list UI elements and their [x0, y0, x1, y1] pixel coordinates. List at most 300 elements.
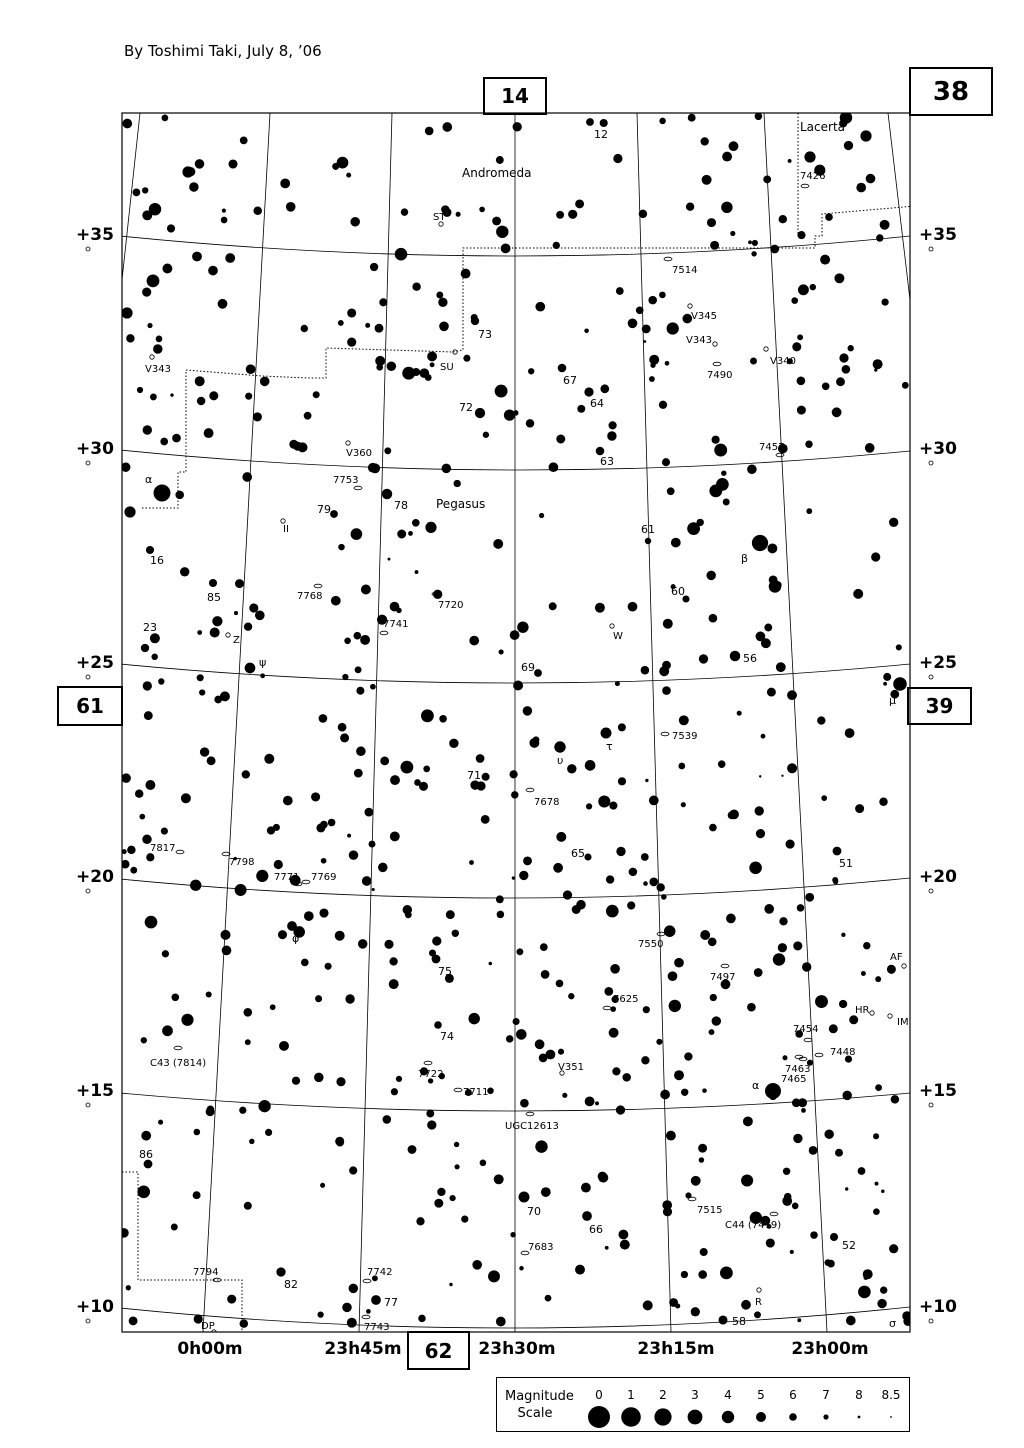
- star[interactable]: [430, 362, 435, 367]
- star[interactable]: [616, 287, 624, 295]
- star[interactable]: [641, 666, 650, 675]
- star[interactable]: [387, 362, 397, 372]
- star[interactable]: [523, 706, 532, 715]
- star[interactable]: [666, 1131, 676, 1141]
- star[interactable]: [873, 1133, 879, 1139]
- star[interactable]: [156, 336, 163, 343]
- named-star[interactable]: [730, 651, 740, 661]
- galaxy-symbol[interactable]: [664, 257, 672, 261]
- star[interactable]: [347, 308, 356, 317]
- star[interactable]: [335, 1137, 344, 1146]
- galaxy-symbol[interactable]: [380, 631, 388, 635]
- star[interactable]: [741, 1300, 751, 1310]
- star[interactable]: [575, 199, 584, 208]
- star[interactable]: [499, 649, 504, 654]
- star[interactable]: [221, 217, 228, 224]
- star[interactable]: [273, 824, 280, 831]
- star[interactable]: [512, 876, 515, 879]
- star[interactable]: [256, 870, 268, 882]
- star[interactable]: [513, 122, 522, 131]
- star[interactable]: [130, 867, 137, 874]
- named-star[interactable]: [596, 447, 605, 456]
- star[interactable]: [164, 1030, 170, 1036]
- star[interactable]: [160, 438, 168, 446]
- named-star[interactable]: [534, 669, 542, 677]
- star[interactable]: [709, 1029, 715, 1035]
- star[interactable]: [767, 543, 777, 553]
- star[interactable]: [553, 863, 563, 873]
- named-star[interactable]: [586, 118, 594, 126]
- star[interactable]: [881, 298, 888, 305]
- star[interactable]: [891, 1095, 899, 1103]
- star[interactable]: [669, 1298, 678, 1307]
- star[interactable]: [221, 930, 231, 940]
- star[interactable]: [350, 217, 360, 227]
- star[interactable]: [528, 368, 534, 374]
- star[interactable]: [292, 1077, 300, 1085]
- star[interactable]: [347, 1318, 357, 1328]
- star[interactable]: [749, 1332, 760, 1343]
- star[interactable]: [480, 1159, 487, 1166]
- star[interactable]: [556, 980, 564, 988]
- star[interactable]: [418, 1315, 425, 1322]
- star[interactable]: [432, 936, 441, 945]
- star[interactable]: [439, 321, 449, 331]
- star[interactable]: [338, 320, 344, 326]
- star[interactable]: [494, 1174, 504, 1184]
- star[interactable]: [476, 754, 485, 763]
- star[interactable]: [558, 1049, 564, 1055]
- star[interactable]: [227, 1295, 236, 1304]
- variable-star-symbol[interactable]: [713, 342, 717, 346]
- star[interactable]: [691, 1176, 701, 1186]
- star[interactable]: [347, 834, 351, 838]
- star[interactable]: [509, 770, 517, 778]
- galaxy-symbol[interactable]: [363, 1279, 371, 1283]
- variable-star-symbol[interactable]: [281, 519, 285, 523]
- variable-star-symbol[interactable]: [150, 355, 154, 359]
- star[interactable]: [671, 538, 681, 548]
- variable-star-symbol[interactable]: [688, 304, 692, 308]
- star[interactable]: [372, 888, 375, 891]
- star[interactable]: [889, 1244, 898, 1253]
- star[interactable]: [629, 868, 638, 877]
- star[interactable]: [833, 879, 839, 885]
- galaxy-symbol[interactable]: [713, 362, 721, 366]
- star[interactable]: [656, 1039, 662, 1045]
- star[interactable]: [426, 1110, 434, 1118]
- star[interactable]: [214, 696, 222, 704]
- star[interactable]: [523, 856, 532, 865]
- galaxy-symbol[interactable]: [222, 852, 230, 856]
- star[interactable]: [770, 245, 779, 254]
- star[interactable]: [265, 1129, 272, 1136]
- galaxy-symbol[interactable]: [657, 932, 665, 936]
- star[interactable]: [182, 166, 193, 177]
- star[interactable]: [786, 840, 795, 849]
- star[interactable]: [195, 376, 205, 386]
- star[interactable]: [883, 682, 887, 686]
- star[interactable]: [356, 687, 364, 695]
- star[interactable]: [337, 157, 349, 169]
- star[interactable]: [618, 777, 626, 785]
- star[interactable]: [844, 141, 853, 150]
- star[interactable]: [212, 616, 222, 626]
- star[interactable]: [204, 428, 214, 438]
- star[interactable]: [253, 206, 262, 215]
- star[interactable]: [351, 528, 363, 540]
- star[interactable]: [598, 1173, 608, 1183]
- star[interactable]: [283, 796, 293, 806]
- star[interactable]: [380, 757, 389, 766]
- star[interactable]: [319, 908, 328, 917]
- star[interactable]: [321, 858, 327, 864]
- star[interactable]: [304, 911, 314, 921]
- named-star[interactable]: [645, 538, 651, 544]
- star[interactable]: [691, 1307, 700, 1316]
- star[interactable]: [835, 1149, 843, 1157]
- star[interactable]: [848, 345, 854, 351]
- star[interactable]: [516, 948, 523, 955]
- star[interactable]: [829, 1024, 838, 1033]
- star[interactable]: [883, 673, 891, 681]
- star[interactable]: [756, 829, 765, 838]
- star[interactable]: [328, 819, 336, 827]
- star[interactable]: [425, 374, 432, 381]
- named-star[interactable]: [584, 387, 593, 396]
- star[interactable]: [834, 273, 844, 283]
- named-star[interactable]: [245, 663, 256, 674]
- galaxy-symbol[interactable]: [603, 1006, 611, 1010]
- star[interactable]: [158, 678, 164, 684]
- star[interactable]: [793, 941, 802, 950]
- star[interactable]: [449, 1195, 455, 1201]
- star[interactable]: [463, 355, 470, 362]
- star[interactable]: [612, 1067, 620, 1075]
- star[interactable]: [726, 914, 736, 924]
- star[interactable]: [839, 353, 848, 362]
- star[interactable]: [598, 795, 610, 807]
- star[interactable]: [434, 1199, 443, 1208]
- star[interactable]: [681, 802, 686, 807]
- star[interactable]: [659, 666, 669, 676]
- star[interactable]: [720, 1267, 733, 1280]
- star[interactable]: [700, 930, 710, 940]
- star[interactable]: [839, 1000, 847, 1008]
- star[interactable]: [861, 971, 866, 976]
- star[interactable]: [319, 714, 328, 723]
- star[interactable]: [665, 361, 670, 366]
- star[interactable]: [749, 862, 762, 875]
- star[interactable]: [172, 434, 181, 443]
- variable-star-symbol[interactable]: [610, 624, 614, 628]
- star[interactable]: [436, 292, 443, 299]
- star[interactable]: [242, 472, 252, 482]
- star[interactable]: [815, 995, 828, 1008]
- star[interactable]: [568, 210, 577, 219]
- star[interactable]: [253, 412, 262, 421]
- galaxy-symbol[interactable]: [302, 880, 310, 884]
- star[interactable]: [797, 376, 806, 385]
- star[interactable]: [504, 409, 515, 420]
- star[interactable]: [845, 728, 855, 738]
- star[interactable]: [875, 1084, 882, 1091]
- star[interactable]: [687, 522, 700, 535]
- star[interactable]: [360, 635, 370, 645]
- star[interactable]: [364, 808, 373, 817]
- star[interactable]: [375, 324, 384, 333]
- named-star[interactable]: [287, 921, 297, 931]
- star[interactable]: [797, 1318, 801, 1322]
- star[interactable]: [712, 1016, 721, 1025]
- star[interactable]: [728, 811, 736, 819]
- star[interactable]: [235, 579, 244, 588]
- star[interactable]: [246, 364, 256, 374]
- star[interactable]: [788, 159, 792, 163]
- star[interactable]: [147, 274, 160, 287]
- star[interactable]: [153, 344, 162, 353]
- star[interactable]: [778, 943, 787, 952]
- star[interactable]: [575, 1265, 585, 1275]
- star[interactable]: [849, 1015, 858, 1024]
- star[interactable]: [493, 539, 503, 549]
- star[interactable]: [301, 325, 308, 332]
- star[interactable]: [649, 796, 659, 806]
- star[interactable]: [605, 1246, 609, 1250]
- star[interactable]: [369, 841, 376, 848]
- star[interactable]: [199, 689, 205, 695]
- star[interactable]: [535, 302, 545, 312]
- star[interactable]: [448, 915, 451, 918]
- star[interactable]: [797, 904, 804, 911]
- star[interactable]: [197, 397, 205, 405]
- star[interactable]: [390, 775, 400, 785]
- star[interactable]: [260, 377, 270, 387]
- star[interactable]: [810, 1231, 818, 1239]
- star[interactable]: [668, 971, 678, 981]
- star[interactable]: [526, 419, 534, 427]
- star[interactable]: [150, 393, 157, 400]
- star[interactable]: [365, 323, 370, 328]
- named-star[interactable]: [601, 728, 612, 739]
- star[interactable]: [535, 1140, 547, 1152]
- star[interactable]: [701, 137, 709, 145]
- star[interactable]: [384, 940, 393, 949]
- star[interactable]: [260, 673, 265, 678]
- named-star[interactable]: [330, 510, 338, 518]
- star[interactable]: [496, 895, 504, 903]
- star[interactable]: [170, 393, 173, 396]
- star[interactable]: [402, 367, 415, 380]
- star[interactable]: [119, 1228, 128, 1237]
- star[interactable]: [317, 1311, 323, 1317]
- variable-star-symbol[interactable]: [757, 1288, 761, 1292]
- star[interactable]: [698, 1144, 707, 1153]
- star[interactable]: [286, 202, 296, 212]
- star[interactable]: [127, 846, 135, 854]
- star[interactable]: [320, 1183, 325, 1188]
- star[interactable]: [600, 384, 609, 393]
- star[interactable]: [162, 950, 169, 957]
- named-star[interactable]: [475, 408, 485, 418]
- star[interactable]: [370, 263, 378, 271]
- star[interactable]: [674, 1070, 684, 1080]
- star[interactable]: [628, 318, 638, 328]
- star[interactable]: [510, 1232, 515, 1237]
- star[interactable]: [702, 175, 712, 185]
- star[interactable]: [801, 1108, 806, 1113]
- star[interactable]: [208, 266, 218, 276]
- star[interactable]: [843, 114, 848, 119]
- star[interactable]: [879, 797, 887, 805]
- star[interactable]: [881, 1190, 884, 1193]
- star[interactable]: [415, 570, 419, 574]
- star[interactable]: [741, 1174, 753, 1186]
- star[interactable]: [280, 179, 290, 189]
- galaxy-symbol[interactable]: [454, 1088, 462, 1092]
- star[interactable]: [730, 231, 735, 236]
- star[interactable]: [609, 802, 617, 810]
- star[interactable]: [516, 1029, 527, 1040]
- star[interactable]: [137, 387, 143, 393]
- star[interactable]: [759, 775, 761, 777]
- star[interactable]: [122, 119, 132, 129]
- star[interactable]: [133, 189, 141, 197]
- star[interactable]: [820, 255, 830, 265]
- star[interactable]: [754, 806, 763, 815]
- star[interactable]: [887, 965, 896, 974]
- star[interactable]: [425, 522, 436, 533]
- star[interactable]: [495, 385, 508, 398]
- star[interactable]: [709, 824, 717, 832]
- named-star[interactable]: [146, 546, 154, 554]
- star[interactable]: [378, 863, 388, 873]
- star[interactable]: [790, 1250, 794, 1254]
- star[interactable]: [856, 183, 866, 193]
- star[interactable]: [845, 1187, 848, 1190]
- named-star[interactable]: [476, 781, 485, 790]
- star[interactable]: [249, 1139, 254, 1144]
- variable-star-symbol[interactable]: [764, 347, 768, 351]
- star[interactable]: [162, 264, 172, 274]
- star[interactable]: [802, 962, 811, 971]
- star[interactable]: [663, 1207, 672, 1216]
- star[interactable]: [648, 296, 657, 305]
- star[interactable]: [866, 174, 876, 184]
- star[interactable]: [167, 224, 175, 232]
- star[interactable]: [737, 711, 742, 716]
- star[interactable]: [766, 1238, 775, 1247]
- star[interactable]: [679, 715, 689, 725]
- star[interactable]: [545, 1050, 555, 1060]
- star[interactable]: [610, 964, 620, 974]
- star[interactable]: [719, 481, 728, 490]
- star[interactable]: [421, 709, 434, 722]
- named-star[interactable]: [141, 644, 149, 652]
- star[interactable]: [289, 440, 298, 449]
- star[interactable]: [722, 152, 732, 162]
- star[interactable]: [314, 1073, 324, 1083]
- star[interactable]: [622, 1073, 631, 1082]
- star[interactable]: [764, 904, 774, 914]
- star[interactable]: [663, 619, 673, 629]
- star[interactable]: [408, 531, 413, 536]
- star[interactable]: [195, 159, 205, 169]
- star[interactable]: [142, 288, 151, 297]
- star[interactable]: [798, 284, 809, 295]
- star[interactable]: [860, 130, 871, 141]
- star[interactable]: [699, 654, 708, 663]
- star[interactable]: [222, 209, 226, 213]
- star[interactable]: [616, 1105, 625, 1114]
- star[interactable]: [529, 738, 539, 748]
- star[interactable]: [721, 470, 726, 475]
- star[interactable]: [779, 215, 787, 223]
- named-star[interactable]: [752, 535, 768, 551]
- star[interactable]: [408, 1145, 417, 1154]
- star[interactable]: [244, 1202, 252, 1210]
- star[interactable]: [606, 905, 619, 918]
- star[interactable]: [197, 630, 202, 635]
- star[interactable]: [242, 770, 250, 778]
- star[interactable]: [346, 173, 351, 178]
- star[interactable]: [751, 251, 756, 256]
- star[interactable]: [454, 480, 461, 487]
- star[interactable]: [842, 1091, 851, 1100]
- star[interactable]: [600, 119, 608, 127]
- star[interactable]: [817, 716, 825, 724]
- star[interactable]: [442, 464, 452, 474]
- star[interactable]: [708, 937, 717, 946]
- star[interactable]: [747, 1003, 756, 1012]
- star[interactable]: [577, 405, 585, 413]
- star[interactable]: [376, 364, 383, 371]
- galaxy-symbol[interactable]: [661, 732, 669, 736]
- named-star[interactable]: [519, 1192, 530, 1203]
- star[interactable]: [144, 711, 153, 720]
- variable-star-symbol[interactable]: [346, 441, 350, 445]
- star[interactable]: [609, 1028, 619, 1038]
- named-star[interactable]: [558, 364, 567, 373]
- star[interactable]: [234, 611, 238, 615]
- star[interactable]: [481, 815, 490, 824]
- star[interactable]: [798, 1098, 807, 1107]
- star[interactable]: [301, 959, 309, 967]
- galaxy-symbol[interactable]: [362, 1315, 370, 1319]
- star[interactable]: [405, 911, 412, 918]
- star[interactable]: [454, 1142, 459, 1147]
- star[interactable]: [209, 391, 218, 400]
- star[interactable]: [354, 769, 363, 778]
- star[interactable]: [876, 234, 883, 241]
- star[interactable]: [846, 1316, 856, 1326]
- star[interactable]: [754, 968, 763, 977]
- star[interactable]: [821, 795, 827, 801]
- star[interactable]: [797, 334, 803, 340]
- star[interactable]: [773, 953, 785, 965]
- star[interactable]: [863, 942, 870, 949]
- star[interactable]: [781, 775, 783, 777]
- star[interactable]: [345, 994, 354, 1003]
- star[interactable]: [809, 1146, 818, 1155]
- star[interactable]: [311, 792, 320, 801]
- star[interactable]: [438, 298, 447, 307]
- star[interactable]: [489, 962, 493, 966]
- star[interactable]: [395, 248, 408, 261]
- star[interactable]: [455, 1164, 460, 1169]
- star[interactable]: [782, 1196, 792, 1206]
- star[interactable]: [206, 991, 212, 997]
